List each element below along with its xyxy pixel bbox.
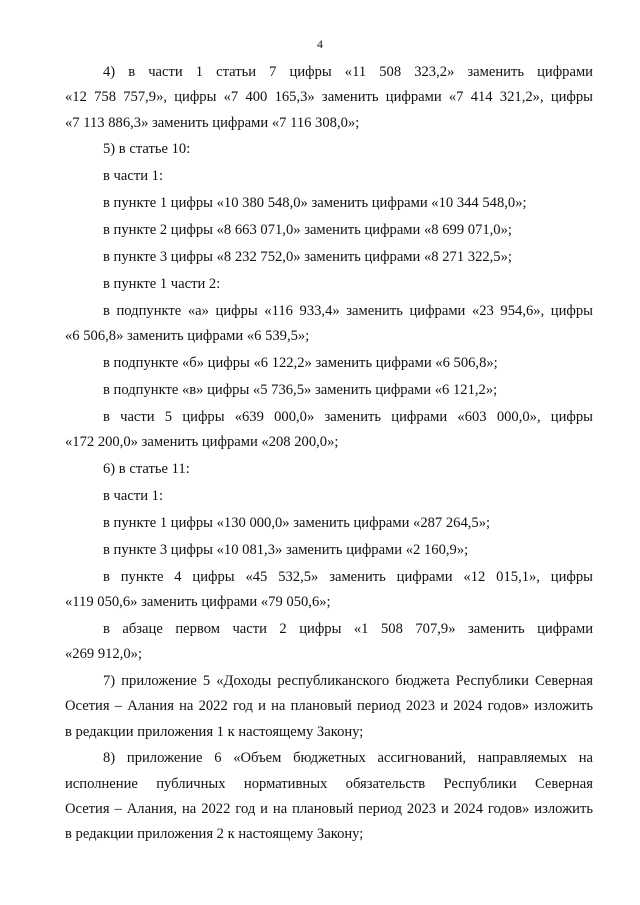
text-line: в пункте 4 цифры «45 532,5» заменить цифрами «12 015,1», цифры [103,568,593,585]
text-line: «12 758 757,9», цифры «7 400 165,3» заменить цифрами «7 414 321,2», цифры [65,89,593,106]
text-line: в подпункте «в» цифры «5 736,5» заменить цифрами «6 121,2»; [103,381,498,398]
sub-heading-part-1 [65,164,593,189]
text-line: в пункте 2 цифры «8 663 071,0» заменить цифрами «8 699 071,0»; [103,222,512,239]
text-line: 7) приложение 5 «Доходы республиканского бюджета Республики Северная [103,672,593,689]
amendment-point-2 [65,218,593,243]
text-line: 5) в статье 10: [103,141,191,158]
text-line: Осетия – Алания, на 2022 год и на плановый период 2023 и 2024 годов» изложить [65,801,593,817]
amendment-subpoint-b [65,351,593,376]
text-line: в редакции приложения 1 к настоящему Закону; [65,723,364,740]
text-line: «7 113 886,3» заменить цифрами «7 116 308,0»; [65,114,360,131]
amendment-point-1 [65,191,593,216]
text-line: Осетия – Алания на 2022 год и на плановый период 2023 и 2024 годов» изложить [65,698,593,715]
text-line: в части 5 цифры «639 000,0» заменить цифрами «603 000,0», цифры [103,408,593,425]
text-line: в части 1: [103,487,164,504]
amendment-part-2-art-11 [65,617,593,668]
text-line: в пункте 1 цифры «10 380 548,0» заменить цифрами «10 344 548,0»; [103,195,527,212]
page-number: 4 [317,37,323,51]
text-line: в абзаце первом части 2 цифры «1 508 707,9» заменить цифрами [103,620,593,637]
sub-heading-point-1-part-2 [65,272,593,297]
sub-heading-part-1-art-11 [65,484,593,509]
amendment-point-3-art-11 [65,538,593,563]
amendment-subpoint-v [65,378,593,403]
amendment-part-5 [65,405,593,456]
text-line: 6) в статье 11: [103,460,190,477]
text-line: в пункте 3 цифры «8 232 752,0» заменить цифрами «8 271 322,5»; [103,249,512,266]
text-line: 8) приложение 6 «Объем бюджетных ассигнований, направляемых на [103,750,593,767]
text-line: «6 506,8» заменить цифрами «6 539,5»; [65,328,310,345]
amendment-point-1-art-11 [65,511,593,536]
text-line: «269 912,0»; [65,646,143,663]
text-line: в подпункте «а» цифры «116 933,4» заменить цифрами «23 954,6», цифры [103,302,593,319]
text-line: «119 050,6» заменить цифрами «79 050,6»; [65,593,331,610]
amendment-point-3 [65,245,593,270]
amendment-point-4-art-11 [65,565,593,616]
text-line: «172 200,0» заменить цифрами «208 200,0»; [65,434,339,451]
text-line: в части 1: [103,168,164,185]
text-line: исполнение публичных нормативных обязательств Республики Северная [65,775,593,792]
amendment-item-6-heading [65,457,593,482]
amendment-subpoint-a [65,299,593,350]
amendment-item-7 [65,669,593,745]
text-line: в подпункте «б» цифры «6 122,2» заменить цифрами «6 506,8»; [103,355,498,372]
text-line: в пункте 1 части 2: [103,275,221,292]
amendment-item-5-heading [65,137,593,162]
document-body [65,60,593,848]
text-line: в пункте 3 цифры «10 081,3» заменить цифрами «2 160,9»; [103,541,469,558]
amendment-item-4 [65,60,593,136]
text-line: 4) в части 1 статьи 7 цифры «11 508 323,2» заменить цифрами [103,64,593,80]
text-line: в редакции приложения 2 к настоящему Закону; [65,826,364,843]
text-line: в пункте 1 цифры «130 000,0» заменить цифрами «287 264,5»; [103,514,491,531]
amendment-item-8 [65,746,593,847]
